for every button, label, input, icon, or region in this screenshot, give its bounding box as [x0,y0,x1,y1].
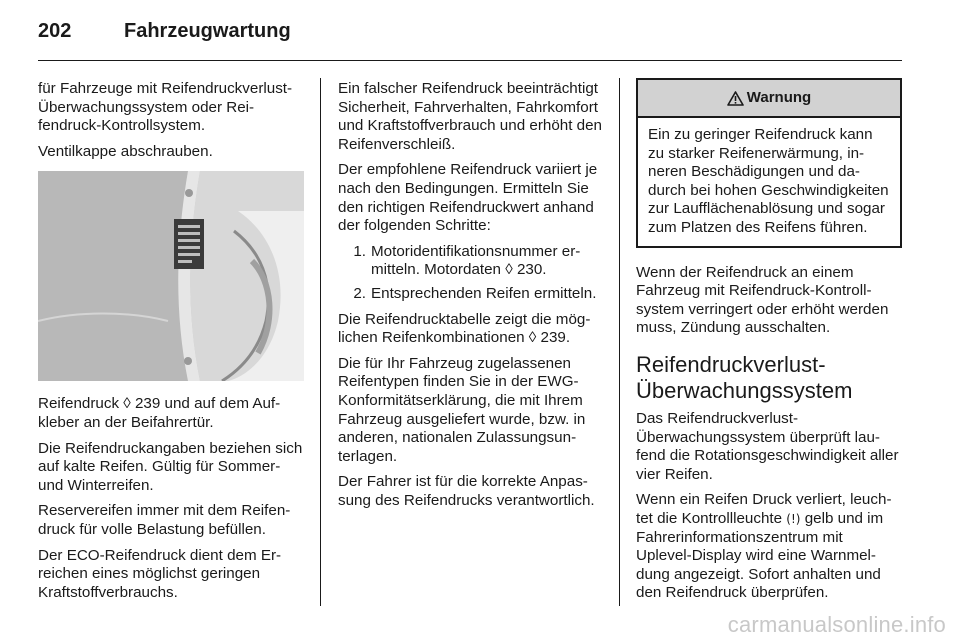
paragraph-text: Wenn ein Reifen Druck verliert, leuchtet die Kontrollleuchte [636,491,892,527]
paragraph [636,491,902,603]
watermark: carmanualsonline.info [727,612,946,637]
paragraph-text: gelb und im Fahrerinformationszentrum mit Uplevel-Display wird eine Warnmeldung angezeigt. Sofort anhalten und den Reifendruck überprüfen. [636,509,884,602]
warning-title: Warnung [746,88,812,106]
column-middle [338,80,604,517]
paragraph: Das Reifendruckverlust-Überwachungssystem überprüft laufend die Rotationsgeschwindigkeit aller vier Reifen. [636,409,899,483]
paragraph: Die Reifendruckangaben beziehen sich auf kalte Reifen. Gültig für Sommer- und Winterreifen. [38,439,303,494]
list-item [338,243,604,280]
column-left [38,80,304,609]
paragraph: Der Fahrer ist für die korrekte Anpassung des Reifendrucks verantwortlich. [338,473,595,509]
page-number: 202 [38,20,72,42]
paragraph: Der ECO-Reifendruck dient dem Erreichen eines möglichst geringen Kraftstoffverbrauchs. [38,546,282,601]
paragraph: Der empfohlene Reifendruck variiert je nach den Bedingungen. Ermitteln Sie den richtigen Reifendruckwert anhand der folgenden Schritte: [338,161,598,235]
paragraph: für Fahrzeuge mit Reifendruckverlust-Überwachungssystem oder Reifendruck-Kontrollsystem. [38,80,293,135]
step-text: Entsprechenden Reifen ermitteln. [371,284,597,302]
column-divider [619,78,620,606]
step-number: 2. [353,284,366,302]
page-header [38,18,902,61]
warning-box [636,78,902,248]
column-divider [320,78,321,606]
paragraph: Ein falscher Reifendruck beeinträchtigt Sicherheit, Fahrverhalten, Fahrkomfort und Kraftstoffverbrauch und erhöht den Reifenverschleiß. [338,80,602,153]
paragraph: Reifendruck ◊ 239 und auf dem Aufkleber an der Beifahrertür. [38,395,281,431]
list-item [338,285,604,304]
paragraph: Die für Ihr Fahrzeug zugelassenen Reifentypen finden Sie in der EWG-Konformitätserklärung, die mit Ihrem Fahrzeug ausgeliefert wurde, bzw. in anderen, nationalen Zulassungsunterlagen. [338,354,586,465]
steps-list [338,243,604,304]
warning-header [638,80,900,118]
section-heading: Reifendruckverlust-Überwachungssystem [636,351,853,403]
page-title: Fahrzeugwartung [124,20,291,42]
paragraph: Die Reifendrucktabelle zeigt die möglichen Reifenkombinationen ◊ 239. [338,310,591,347]
paragraph: Ventilkappe abschrauben. [38,142,213,160]
column-right [636,78,902,610]
tire-pressure-warning-icon: (!) [786,511,801,526]
step-text: Motoridentifikationsnummer ermitteln. Motordaten ◊ 230. [371,242,581,279]
paragraph: Wenn der Reifendruck an einem Fahrzeug mit Reifendruck-Kontrollsystem verringert oder erhöht werden muss, Zündung ausschalten. [636,263,889,337]
warning-text: Ein zu geringer Reifendruck kann zu starker Reifenerwärmung, inneren Beschädigungen und dadurch bei hohen Geschwindigkeiten zur Laufflächenablösung und sogar zum Platzen des Reifens führen. [648,126,889,236]
warning-triangle-icon [727,91,744,106]
tire-pressure-label-photo [38,171,304,381]
step-number: 1. [353,242,366,260]
paragraph: Reservereifen immer mit dem Reifendruck für volle Belastung befüllen. [38,502,291,538]
